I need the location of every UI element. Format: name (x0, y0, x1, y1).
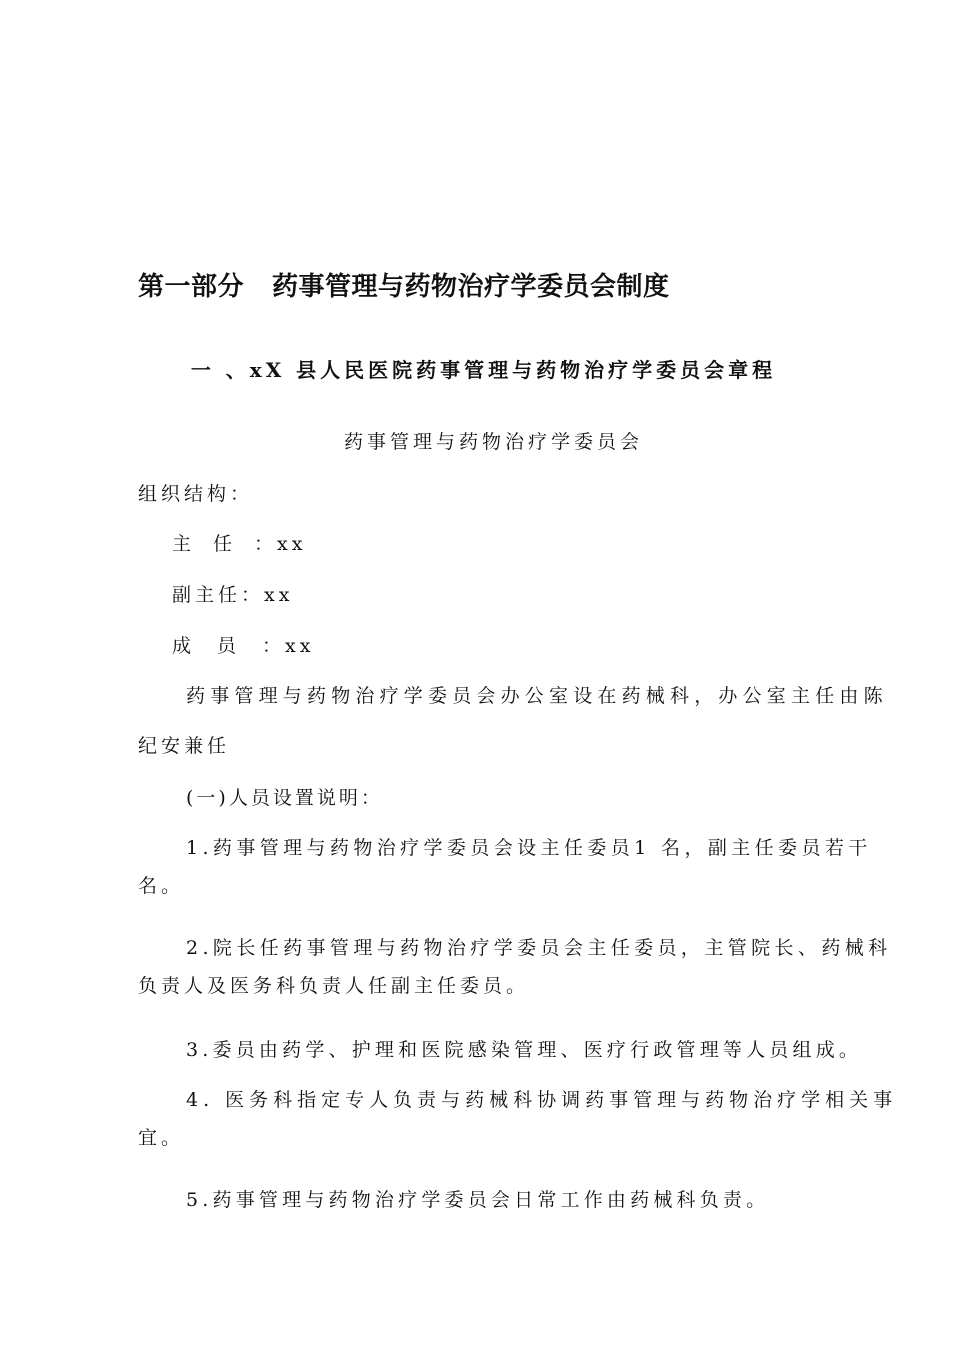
part-number: 第一部分 (138, 272, 245, 302)
office-paragraph-line: 纪安兼任 (138, 735, 231, 757)
part-heading (138, 270, 670, 304)
staffing-item-4: 4. 医务科指定专人负责与药械科协调药事管理与药物治疗学相关事 (186, 1089, 898, 1111)
staffing-item-3: 3.委员由药学、护理和医院感染管理、医疗行政管理等人员组成。 (186, 1039, 863, 1061)
staffing-heading: (一)人员设置说明： (186, 787, 383, 809)
member-role: 主任 (172, 533, 255, 555)
office-paragraph-line: 药事管理与药物治疗学委员会办公室设在药械科，办公室主任由陈 (186, 685, 888, 707)
committee-name: 药事管理与药物治疗学委员会 (343, 431, 643, 453)
staffing-item-5: 5.药事管理与药物治疗学委员会日常工作由药械科负责。 (186, 1189, 770, 1211)
member-value: ：xx (262, 635, 315, 657)
staffing-item-4-continued: 宜。 (138, 1127, 185, 1149)
part-title-text: 药事管理与药物治疗学委员会制度 (272, 272, 670, 302)
organization-label: 组织结构： (138, 483, 254, 505)
staffing-item-2: 2.院长任药事管理与药物治疗学委员会主任委员，主管院长、药械科 (186, 937, 892, 959)
member-row-deputy-director (172, 583, 293, 607)
member-role: 副主任 (172, 584, 242, 606)
member-value: ：xx (254, 533, 307, 555)
staffing-item-2-continued: 负责人及医务科负责人任副主任委员。 (138, 975, 530, 997)
member-row-director (172, 532, 306, 556)
section-heading: 一 、xX 县人民医院药事管理与药物治疗学委员会章程 (190, 358, 777, 382)
member-value: ：xx (241, 584, 294, 606)
member-row-members (172, 634, 314, 658)
member-role: 成员 (172, 635, 263, 657)
staffing-item-1-continued: 名。 (138, 875, 185, 897)
staffing-item-1: 1.药事管理与药物治疗学委员会设主任委员1 名，副主任委员若干 (186, 837, 872, 859)
